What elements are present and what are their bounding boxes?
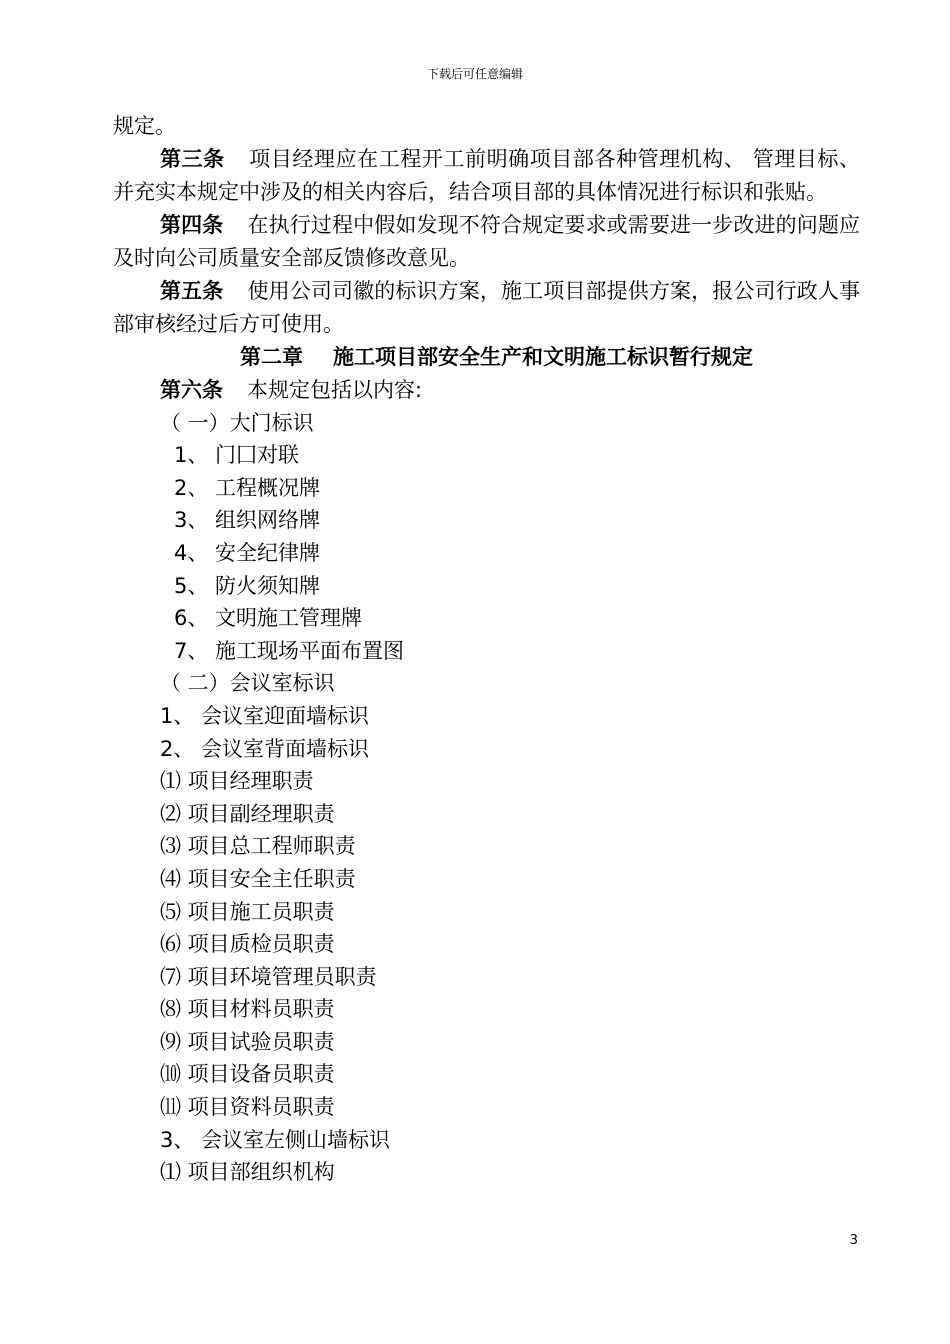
- sub-list-item: ⑹ 项目质检员职责: [160, 932, 335, 957]
- sub-list-item: ⑴ 项目经理职责: [160, 769, 314, 794]
- article-3-text: 项目经理应在工程开工前明确项目部各种管理机构、 管理目标、 并充实本规定中涉及的相关内容后，结合项目部的具体情况进行标识和张贴。: [113, 147, 860, 204]
- sub-list-item: ⑷ 项目安全主任职责: [160, 866, 356, 891]
- article-5-text: 使用公司司徽的标识方案，施工项目部提供方案，报公司行政人事部审核经过后方可使用。: [113, 279, 860, 336]
- article-4-label: 第四条: [160, 213, 224, 237]
- sub-list-item: ⑽ 项目设备员职责: [160, 1062, 335, 1087]
- page-header: 下载后可任意编辑: [426, 67, 523, 81]
- article-6: [113, 374, 860, 407]
- list-item: 1、 会议室迎面墙标识: [160, 703, 370, 728]
- page-number: 3: [849, 1233, 858, 1248]
- sub-list-item: ⑸ 项目施工员职责: [160, 899, 335, 924]
- chapter-label: 第二章: [240, 345, 303, 369]
- list-item: 7、 施工现场平面布置图: [174, 638, 405, 663]
- section-2-title: （ 二）会议室标识: [160, 671, 335, 696]
- list-item: 2、 工程概况牌: [174, 475, 321, 500]
- sub-list-item: ⑴ 项目部组织机构: [160, 1160, 335, 1185]
- section-1-title: （ 一）大门标识: [160, 410, 314, 435]
- list-item: 4、 安全纪律牌: [174, 540, 321, 565]
- article-3: [113, 143, 860, 209]
- sub-list-item: ⑵ 项目副经理职责: [160, 801, 335, 826]
- article-4: [113, 209, 860, 275]
- article-4-text: 在执行过程中假如发现不符合规定要求或需要进一步改进的问题应及时向公司质量安全部反馈修改意见。: [113, 213, 860, 270]
- list-item: 3、 组织网络牌: [174, 508, 321, 533]
- article-6-label: 第六条: [160, 378, 223, 402]
- article-6-text: 本规定包括以内容:: [247, 378, 423, 402]
- document-body: [113, 110, 860, 1189]
- sub-list-item: ⑶ 项目总工程师职责: [160, 834, 356, 859]
- list-item: 1、 门囗对联: [174, 443, 300, 468]
- article-5: [113, 275, 860, 341]
- sub-list-item: ⑺ 项目环境管理员职责: [160, 964, 377, 989]
- article-3-label: 第三条: [160, 147, 225, 171]
- list-item: 5、 防火须知牌: [174, 573, 321, 598]
- sub-list-item: ⑼ 项目试验员职责: [160, 1029, 335, 1054]
- sub-list-item: ⑾ 项目资料员职责: [160, 1095, 335, 1120]
- list-item: 2、 会议室背面墙标识: [160, 736, 370, 761]
- chapter-title: 施工项目部安全生产和文明施工标识暂行规定: [333, 345, 753, 369]
- article-5-label: 第五条: [160, 279, 224, 303]
- chapter-heading: [113, 341, 860, 374]
- paragraph-continuation: 规定。: [113, 114, 176, 138]
- list-item: 6、 文明施工管理牌: [174, 606, 363, 631]
- sub-list-item: ⑻ 项目材料员职责: [160, 997, 335, 1022]
- list-item: 3、 会议室左侧山墙标识: [160, 1127, 391, 1152]
